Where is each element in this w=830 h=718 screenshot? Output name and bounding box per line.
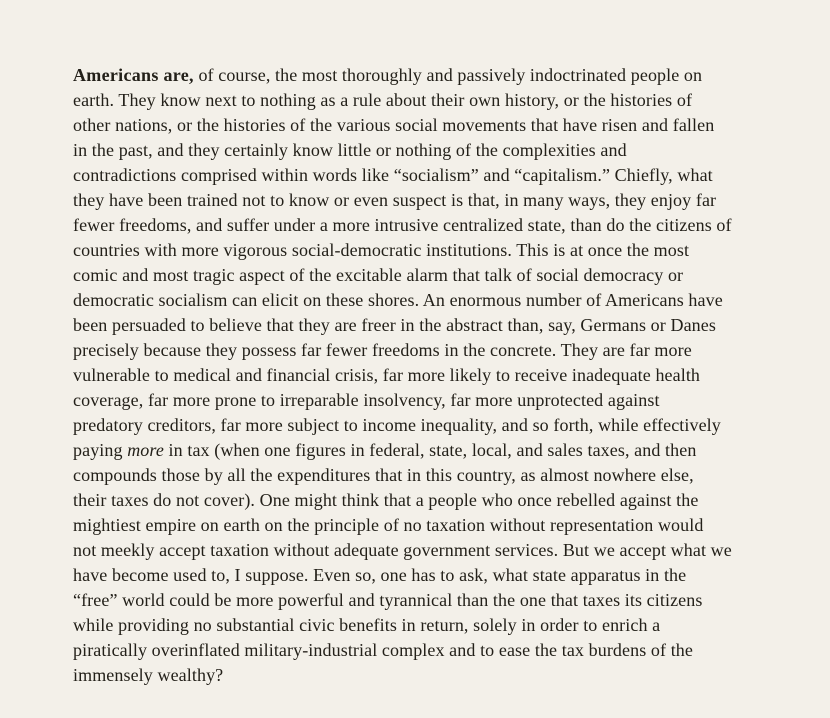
text-line: [73, 263, 770, 288]
text-line: [73, 613, 770, 638]
text-run: been persuaded to believe that they are freer in the abstract than, say, Germans or Danes: [73, 315, 716, 335]
text-line: [73, 113, 770, 138]
text-run: in tax (when one figures in federal, state, local, and sales taxes, and then: [163, 440, 697, 460]
text-run: democratic socialism can elicit on these shores. An enormous number of Americans have: [73, 290, 723, 310]
text-run: piratically overinflated military-industrial complex and to ease the tax burdens of the: [73, 640, 693, 660]
text-line: [73, 363, 770, 388]
text-line: [73, 663, 770, 688]
text-line: [73, 88, 770, 113]
bold-text-run: Americans are,: [73, 65, 194, 85]
text-line: [73, 238, 770, 263]
text-line: [73, 563, 770, 588]
text-line: [73, 288, 770, 313]
text-run: earth. They know next to nothing as a rule about their own history, or the histories of: [73, 90, 693, 110]
text-line: [73, 413, 770, 438]
text-line: [73, 588, 770, 613]
text-run: of course, the most thoroughly and passively indoctrinated people on: [193, 65, 703, 85]
text-run: while providing no substantial civic benefits in return, solely in order to enrich a: [73, 615, 661, 635]
text-run: vulnerable to medical and financial crisis, far more likely to receive inadequate health: [73, 365, 701, 385]
text-run: they have been trained not to know or even suspect is that, in many ways, they enjoy far: [73, 190, 717, 210]
text-line: [73, 463, 770, 488]
text-run: not meekly accept taxation without adequate government services. But we accept what we: [73, 540, 732, 560]
text-line: [73, 438, 770, 463]
text-line: [73, 538, 770, 563]
text-run: have become used to, I suppose. Even so, one has to ask, what state apparatus in the: [73, 565, 687, 585]
text-run: their taxes do not cover). One might think that a people who once rebelled against the: [73, 490, 699, 510]
text-line: [73, 338, 770, 363]
text-line: [73, 638, 770, 663]
text-run: coverage, far more prone to irreparable insolvency, far more unprotected against: [73, 390, 660, 410]
text-line: [73, 513, 770, 538]
text-line: [73, 213, 770, 238]
text-run: paying: [73, 440, 128, 460]
text-line: [73, 388, 770, 413]
italic-text-run: more: [127, 440, 164, 460]
text-run: fewer freedoms, and suffer under a more intrusive centralized state, than do the citizens of: [73, 215, 732, 235]
text-line: [73, 63, 770, 88]
text-run: predatory creditors, far more subject to income inequality, and so forth, while effectively: [73, 415, 721, 435]
text-line: [73, 163, 770, 188]
text-line: [73, 188, 770, 213]
text-run: countries with more vigorous social-democratic institutions. This is at once the most: [73, 240, 690, 260]
text-run: immensely wealthy?: [73, 665, 224, 685]
text-run: in the past, and they certainly know little or nothing of the complexities and: [73, 140, 627, 160]
text-run: comic and most tragic aspect of the excitable alarm that talk of social democracy or: [73, 265, 684, 285]
text-run: mightiest empire on earth on the principle of no taxation without representation would: [73, 515, 704, 535]
text-run: “free” world could be more powerful and tyrannical than the one that taxes its citizens: [73, 590, 703, 610]
text-run: contradictions comprised within words like “socialism” and “capitalism.” Chiefly, what: [73, 165, 713, 185]
text-run: precisely because they possess far fewer freedoms in the concrete. They are far more: [73, 340, 692, 360]
text-run: compounds those by all the expenditures that in this country, as almost nowhere else,: [73, 465, 694, 485]
text-line: [73, 138, 770, 163]
article-paragraph: [73, 63, 770, 688]
text-line: [73, 488, 770, 513]
text-line: [73, 313, 770, 338]
text-run: other nations, or the histories of the various social movements that have risen and fallen: [73, 115, 715, 135]
